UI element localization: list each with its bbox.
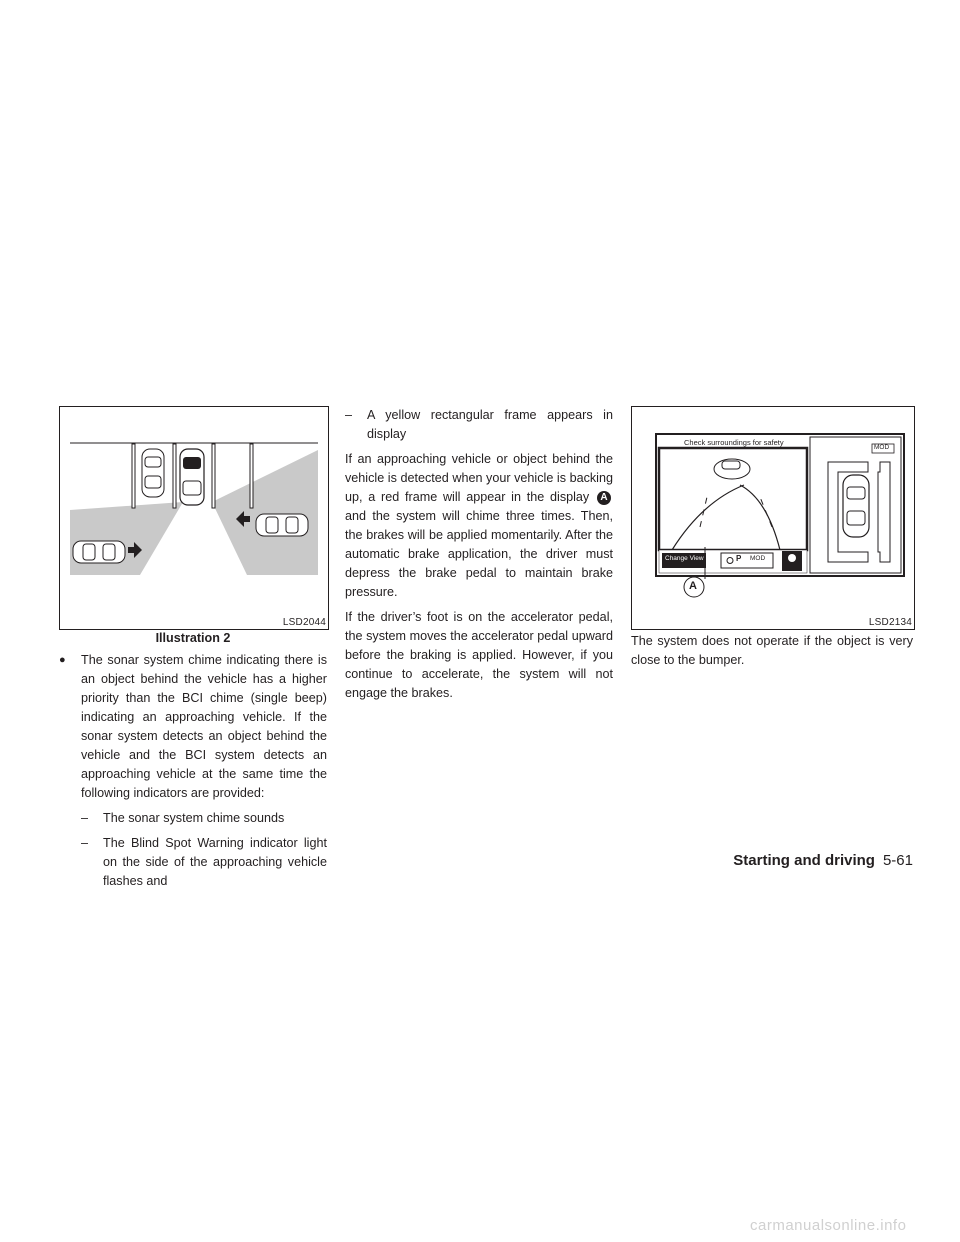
camera-car bbox=[714, 459, 750, 479]
guide-curve-left bbox=[672, 485, 744, 550]
mod-tag: MOD bbox=[874, 444, 890, 451]
bullet-icon: ● bbox=[59, 654, 66, 666]
figure-parking-illustration bbox=[59, 406, 329, 630]
dash-text: The sonar system chime sounds bbox=[103, 811, 285, 825]
right-detection-zone bbox=[212, 450, 318, 575]
dash-item: – The sonar system chime sounds bbox=[59, 809, 327, 828]
marker-a-icon: A bbox=[597, 491, 611, 505]
paragraph: If the driver’s foot is on the accelerator pedal, the system moves the accelerator pedal upward before the braking is applied. However, if you continue to accelerate, the system will not engage the brakes. bbox=[345, 610, 613, 700]
left-detection-zone bbox=[70, 502, 183, 575]
watermark: carmanualsonline.info bbox=[750, 1217, 907, 1234]
guide-curve-right bbox=[740, 485, 780, 550]
top-view-car bbox=[843, 475, 869, 537]
paragraph: If an approaching vehicle or object behind the vehicle is detected when your vehicle is backing up, a red frame will appear in the display A and the system will chime three times. Then, the brakes will be applied momentarily. After the automatic brake application, the driver must depress the brake pedal to maintain brake pressure. bbox=[345, 452, 613, 599]
column-2 bbox=[345, 406, 613, 703]
mod-status: MOD bbox=[750, 555, 766, 562]
p-label: P bbox=[736, 554, 742, 563]
parking-lot-drawing bbox=[60, 407, 328, 629]
dash-item: – A yellow rectangular frame appears in display bbox=[345, 406, 613, 444]
parked-car bbox=[142, 449, 164, 497]
figure-id: LSD2134 bbox=[868, 617, 912, 628]
dash-item: – The Blind Spot Warning indicator light on the side of the approaching vehicle flashes and bbox=[59, 834, 327, 891]
dash-text: The Blind Spot Warning indicator light on the side of the approaching vehicle flashes and bbox=[103, 836, 327, 888]
approaching-car-right bbox=[256, 514, 308, 536]
figure-display-screen bbox=[631, 406, 915, 630]
screen-banner: Check surroundings for safety bbox=[684, 438, 784, 447]
column-3: The system does not operate if the object is very close to the bumper. bbox=[631, 634, 913, 667]
change-view-button: Change View bbox=[665, 555, 704, 562]
bullet-text: The sonar system chime indicating there is an object behind the vehicle has a higher priority than the BCI chime (single beep) indicating an approaching vehicle. If the sonar system detects an object behind the vehicle and the BCI system detects an approaching vehicle at the same time the following indicators are provided: bbox=[81, 653, 327, 800]
section-title: Starting and driving bbox=[733, 852, 875, 869]
figure-caption: Illustration 2 bbox=[155, 631, 231, 645]
bullet-item bbox=[59, 651, 327, 803]
page-number: 5-61 bbox=[882, 852, 913, 869]
figure-id: LSD2044 bbox=[282, 617, 326, 628]
column-1 bbox=[59, 651, 327, 891]
approaching-car-left bbox=[73, 541, 125, 563]
callout-label: A bbox=[689, 580, 697, 592]
own-vehicle bbox=[180, 449, 204, 505]
page-footer bbox=[600, 852, 913, 869]
side-frame-right bbox=[878, 462, 890, 562]
dash-text: A yellow rectangular frame appears in display bbox=[367, 408, 613, 441]
